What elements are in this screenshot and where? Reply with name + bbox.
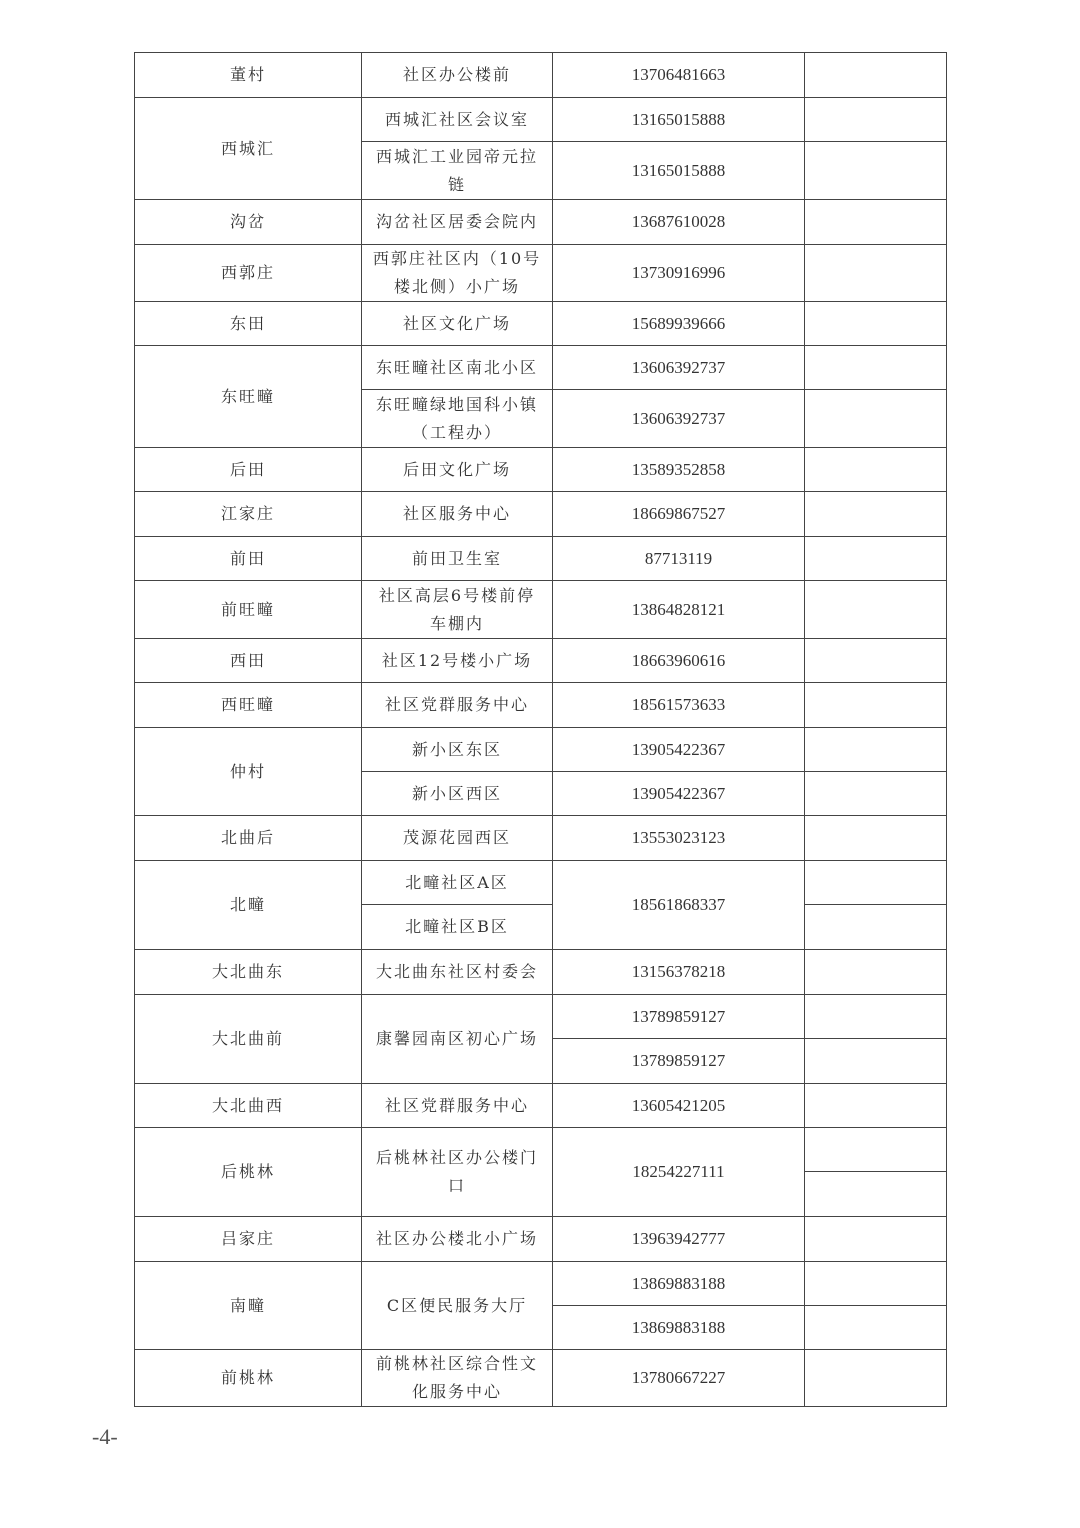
phone-cell: 87713119 [552, 536, 805, 581]
remark-cell [804, 1127, 947, 1172]
village-cell: 江家庄 [134, 491, 362, 537]
remark-cell [804, 97, 947, 142]
location-cell: 西城汇工业园帝元拉链 [361, 141, 553, 200]
remark-cell [804, 860, 947, 905]
village-cell: 西旺疃 [134, 682, 362, 728]
phone-cell: 13789859127 [552, 994, 805, 1039]
location-cell: 前田卫生室 [361, 536, 553, 581]
village-cell: 前桃林 [134, 1349, 362, 1407]
remark-cell [804, 1171, 947, 1217]
location-cell: 社区高层6号楼前停车棚内 [361, 580, 553, 639]
location-cell: 后桃林社区办公楼门口 [361, 1127, 553, 1217]
phone-cell: 15689939666 [552, 301, 805, 346]
location-cell: 西郭庄社区内（10号楼北侧）小广场 [361, 244, 553, 302]
location-cell: 西城汇社区会议室 [361, 97, 553, 142]
phone-cell: 18663960616 [552, 638, 805, 683]
remark-cell [804, 682, 947, 728]
remark-cell [804, 638, 947, 683]
remark-cell [804, 244, 947, 302]
remark-cell [804, 345, 947, 390]
remark-cell [804, 580, 947, 639]
village-cell: 仲村 [134, 727, 362, 816]
location-cell: 社区办公楼前 [361, 52, 553, 98]
phone-cell: 13789859127 [552, 1038, 805, 1084]
location-cell: 后田文化广场 [361, 447, 553, 492]
remark-cell [804, 389, 947, 448]
phone-cell: 13156378218 [552, 949, 805, 995]
phone-cell: 13165015888 [552, 97, 805, 142]
phone-cell: 13605421205 [552, 1083, 805, 1128]
village-cell: 北疃 [134, 860, 362, 950]
remark-cell [804, 1349, 947, 1407]
phone-cell: 18561573633 [552, 682, 805, 728]
remark-cell [804, 1083, 947, 1128]
location-cell: 社区服务中心 [361, 491, 553, 537]
location-cell: 东旺疃社区南北小区 [361, 345, 553, 390]
location-cell: 北疃社区A区 [361, 860, 553, 905]
remark-cell [804, 536, 947, 581]
phone-cell: 13869883188 [552, 1305, 805, 1350]
village-cell: 前旺疃 [134, 580, 362, 639]
location-cell: 新小区西区 [361, 771, 553, 816]
village-cell: 大北曲东 [134, 949, 362, 995]
remark-cell [804, 301, 947, 346]
phone-cell: 18561868337 [552, 860, 805, 950]
phone-cell: 13780667227 [552, 1349, 805, 1407]
village-cell: 东旺疃 [134, 345, 362, 448]
location-cell: 社区12号楼小广场 [361, 638, 553, 683]
location-cell: 社区办公楼北小广场 [361, 1216, 553, 1262]
phone-cell: 13905422367 [552, 771, 805, 816]
location-cell: 社区党群服务中心 [361, 682, 553, 728]
location-cell: 沟岔社区居委会院内 [361, 199, 553, 245]
remark-cell [804, 994, 947, 1039]
village-cell: 后桃林 [134, 1127, 362, 1217]
remark-cell [804, 1038, 947, 1084]
village-cell: 西城汇 [134, 97, 362, 200]
village-cell: 董村 [134, 52, 362, 98]
remark-cell [804, 1261, 947, 1306]
phone-cell: 13869883188 [552, 1261, 805, 1306]
location-cell: 东旺疃绿地国科小镇（工程办） [361, 389, 553, 448]
location-cell: 社区文化广场 [361, 301, 553, 346]
remark-cell [804, 52, 947, 98]
remark-cell [804, 904, 947, 950]
village-cell: 西郭庄 [134, 244, 362, 302]
village-cell: 东田 [134, 301, 362, 346]
phone-cell: 13730916996 [552, 244, 805, 302]
phone-cell: 13589352858 [552, 447, 805, 492]
location-cell: 前桃林社区综合性文化服务中心 [361, 1349, 553, 1407]
location-cell: C区便民服务大厅 [361, 1261, 553, 1350]
phone-cell: 13706481663 [552, 52, 805, 98]
village-cell: 前田 [134, 536, 362, 581]
location-cell: 大北曲东社区村委会 [361, 949, 553, 995]
remark-cell [804, 199, 947, 245]
phone-cell: 13606392737 [552, 345, 805, 390]
phone-cell: 13905422367 [552, 727, 805, 772]
page-number: -4- [92, 1424, 118, 1449]
phone-cell: 13553023123 [552, 815, 805, 861]
location-cell: 北疃社区B区 [361, 904, 553, 950]
location-cell: 新小区东区 [361, 727, 553, 772]
phone-cell: 13606392737 [552, 389, 805, 448]
remark-cell [804, 1216, 947, 1262]
remark-cell [804, 447, 947, 492]
village-cell: 大北曲西 [134, 1083, 362, 1128]
location-cell: 茂源花园西区 [361, 815, 553, 861]
phone-cell: 13864828121 [552, 580, 805, 639]
phone-cell: 13165015888 [552, 141, 805, 200]
village-cell: 吕家庄 [134, 1216, 362, 1262]
village-cell: 北曲后 [134, 815, 362, 861]
phone-cell: 18254227111 [552, 1127, 805, 1217]
phone-cell: 13687610028 [552, 199, 805, 245]
remark-cell [804, 949, 947, 995]
location-cell: 康馨园南区初心广场 [361, 994, 553, 1084]
remark-cell [804, 491, 947, 537]
remark-cell [804, 815, 947, 861]
phone-cell: 13963942777 [552, 1216, 805, 1262]
village-cell: 西田 [134, 638, 362, 683]
village-cell: 后田 [134, 447, 362, 492]
remark-cell [804, 771, 947, 816]
village-cell: 沟岔 [134, 199, 362, 245]
location-cell: 社区党群服务中心 [361, 1083, 553, 1128]
remark-cell [804, 727, 947, 772]
remark-cell [804, 1305, 947, 1350]
village-cell: 大北曲前 [134, 994, 362, 1084]
remark-cell [804, 141, 947, 200]
phone-cell: 18669867527 [552, 491, 805, 537]
village-cell: 南疃 [134, 1261, 362, 1350]
